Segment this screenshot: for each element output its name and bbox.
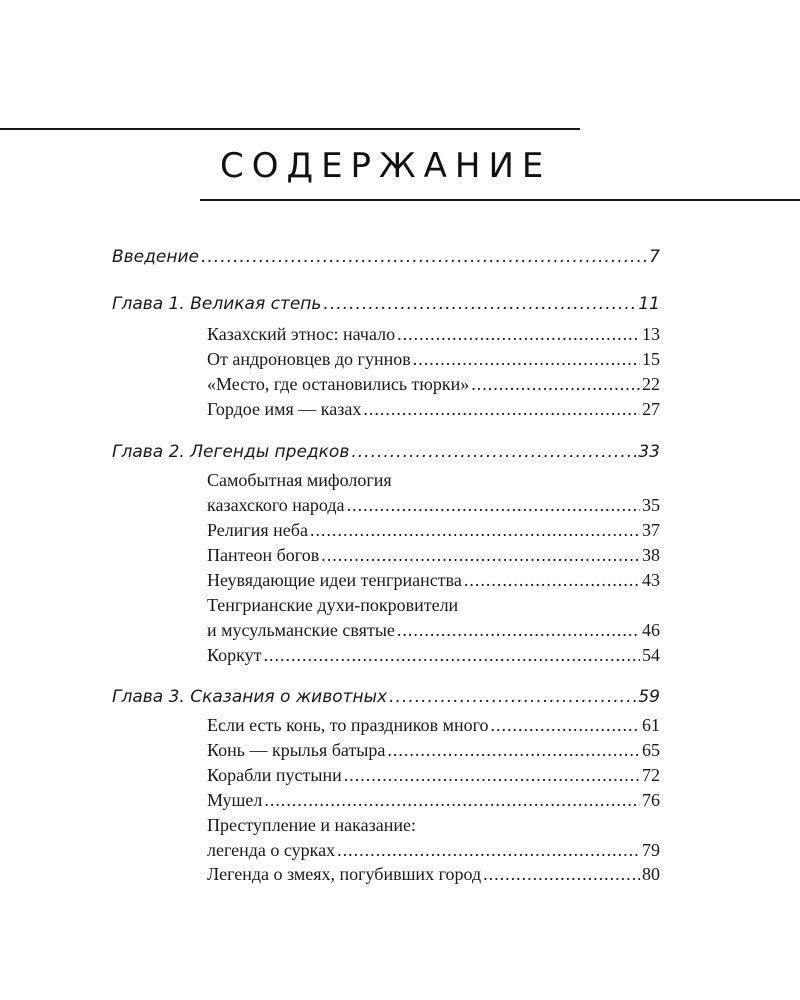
dot-leader	[321, 543, 640, 567]
toc-entry-chapter-2[interactable]	[112, 440, 660, 464]
toc-page-number: 46	[642, 620, 660, 640]
toc-page-number: 76	[642, 790, 660, 810]
toc-entry-label: Казахский этнос: начало	[207, 324, 396, 344]
toc-page-number: 37	[642, 520, 660, 540]
toc-entry-label: Коркут	[207, 645, 262, 665]
toc-entry-label: Глава 2. Легенды предков	[112, 442, 350, 462]
toc-entry-label: Если есть конь, то праздников много	[207, 715, 489, 735]
toc-entry-label: Глава 3. Сказания о животных	[112, 687, 388, 707]
dot-leader	[397, 322, 640, 346]
toc-page-number: 35	[642, 495, 660, 515]
toc-entry-intro[interactable]	[112, 245, 660, 269]
toc-entry[interactable]	[207, 493, 660, 517]
toc-entry[interactable]	[207, 372, 660, 396]
toc-entry-label-line1: Преступление и наказание:	[207, 815, 416, 835]
dot-leader	[464, 568, 640, 592]
toc-entry-label: Введение	[112, 247, 199, 267]
toc-page-number: 22	[642, 374, 660, 394]
toc-page-number: 38	[642, 545, 660, 565]
toc-page-number: 7	[649, 247, 660, 267]
toc-entry[interactable]	[207, 738, 660, 762]
toc-entry-label-line2: легенда о сурках	[207, 840, 336, 860]
dot-leader	[264, 788, 640, 812]
toc-entry-label: От андроновцев до гуннов	[207, 349, 411, 369]
toc-entry[interactable]	[207, 618, 660, 642]
toc-entry-chapter-1[interactable]	[112, 292, 660, 316]
dot-leader	[397, 618, 640, 642]
toc-entry[interactable]	[207, 862, 660, 886]
toc-entry-label: Легенда о змеях, погубивших город	[207, 864, 482, 884]
page-title: СОДЕРЖАНИЕ	[220, 146, 552, 186]
toc-entry-label: Конь — крылья батыра	[207, 740, 386, 760]
toc-page-number: 11	[638, 294, 660, 314]
toc-entry[interactable]	[207, 518, 660, 542]
toc-entry-label: Религия неба	[207, 520, 308, 540]
toc-entry[interactable]	[207, 788, 660, 812]
dot-leader	[347, 493, 640, 517]
dot-leader	[310, 518, 640, 542]
toc-entry[interactable]	[207, 713, 660, 737]
dot-leader	[491, 713, 640, 737]
toc-entry[interactable]	[207, 838, 660, 862]
dot-leader	[323, 292, 636, 316]
toc-page-number: 13	[642, 324, 660, 344]
toc-page-number: 27	[642, 399, 660, 419]
toc-page-number: 54	[642, 645, 660, 665]
toc-entry-label-line2: и мусульманские святые	[207, 620, 395, 640]
dot-leader	[483, 862, 640, 886]
toc-entry[interactable]	[207, 568, 660, 592]
toc-entry-label: Неувядающие идеи тенгрианства	[207, 570, 462, 590]
dot-leader	[363, 397, 640, 421]
toc-page-number: 43	[642, 570, 660, 590]
toc-page-number: 65	[642, 740, 660, 760]
toc-entry-label-line2: казахского народа	[207, 495, 345, 515]
toc-page-number: 33	[638, 442, 660, 462]
toc-entry-chapter-3[interactable]	[112, 685, 660, 709]
toc-entry-label: Корабли пустыни	[207, 765, 342, 785]
toc-entry-label: Глава 1. Великая степь	[112, 294, 322, 314]
toc-entry[interactable]	[207, 397, 660, 421]
toc-entry-label-line1: Тенгрианские духи-покровители	[207, 595, 459, 615]
dot-leader	[387, 738, 640, 762]
toc-page-number: 80	[642, 864, 660, 884]
toc-page-number: 61	[642, 715, 660, 735]
toc-entry[interactable]	[207, 347, 660, 371]
toc-entry[interactable]	[207, 543, 660, 567]
dot-leader	[337, 838, 640, 862]
dot-leader	[389, 685, 636, 709]
dot-leader	[471, 372, 640, 396]
toc-page-number: 59	[638, 687, 660, 707]
dot-leader	[263, 643, 640, 667]
dot-leader	[413, 347, 640, 371]
toc-entry[interactable]	[207, 643, 660, 667]
toc-entry[interactable]	[207, 763, 660, 787]
toc-entry-label: Пантеон богов	[207, 545, 320, 565]
toc-entry-label-line1: Самобытная мифология	[207, 470, 392, 490]
toc-page-number: 15	[642, 349, 660, 369]
dot-leader	[201, 245, 647, 269]
toc-page-number: 79	[642, 840, 660, 860]
toc-entry-label: «Место, где остановились тюрки»	[207, 374, 470, 394]
toc-entry[interactable]	[207, 322, 660, 346]
toc-entry-label: Гордое имя — казах	[207, 399, 362, 419]
dot-leader	[344, 763, 640, 787]
dot-leader	[351, 440, 636, 464]
toc-page-number: 72	[642, 765, 660, 785]
toc-entry-label: Мушел	[207, 790, 263, 810]
